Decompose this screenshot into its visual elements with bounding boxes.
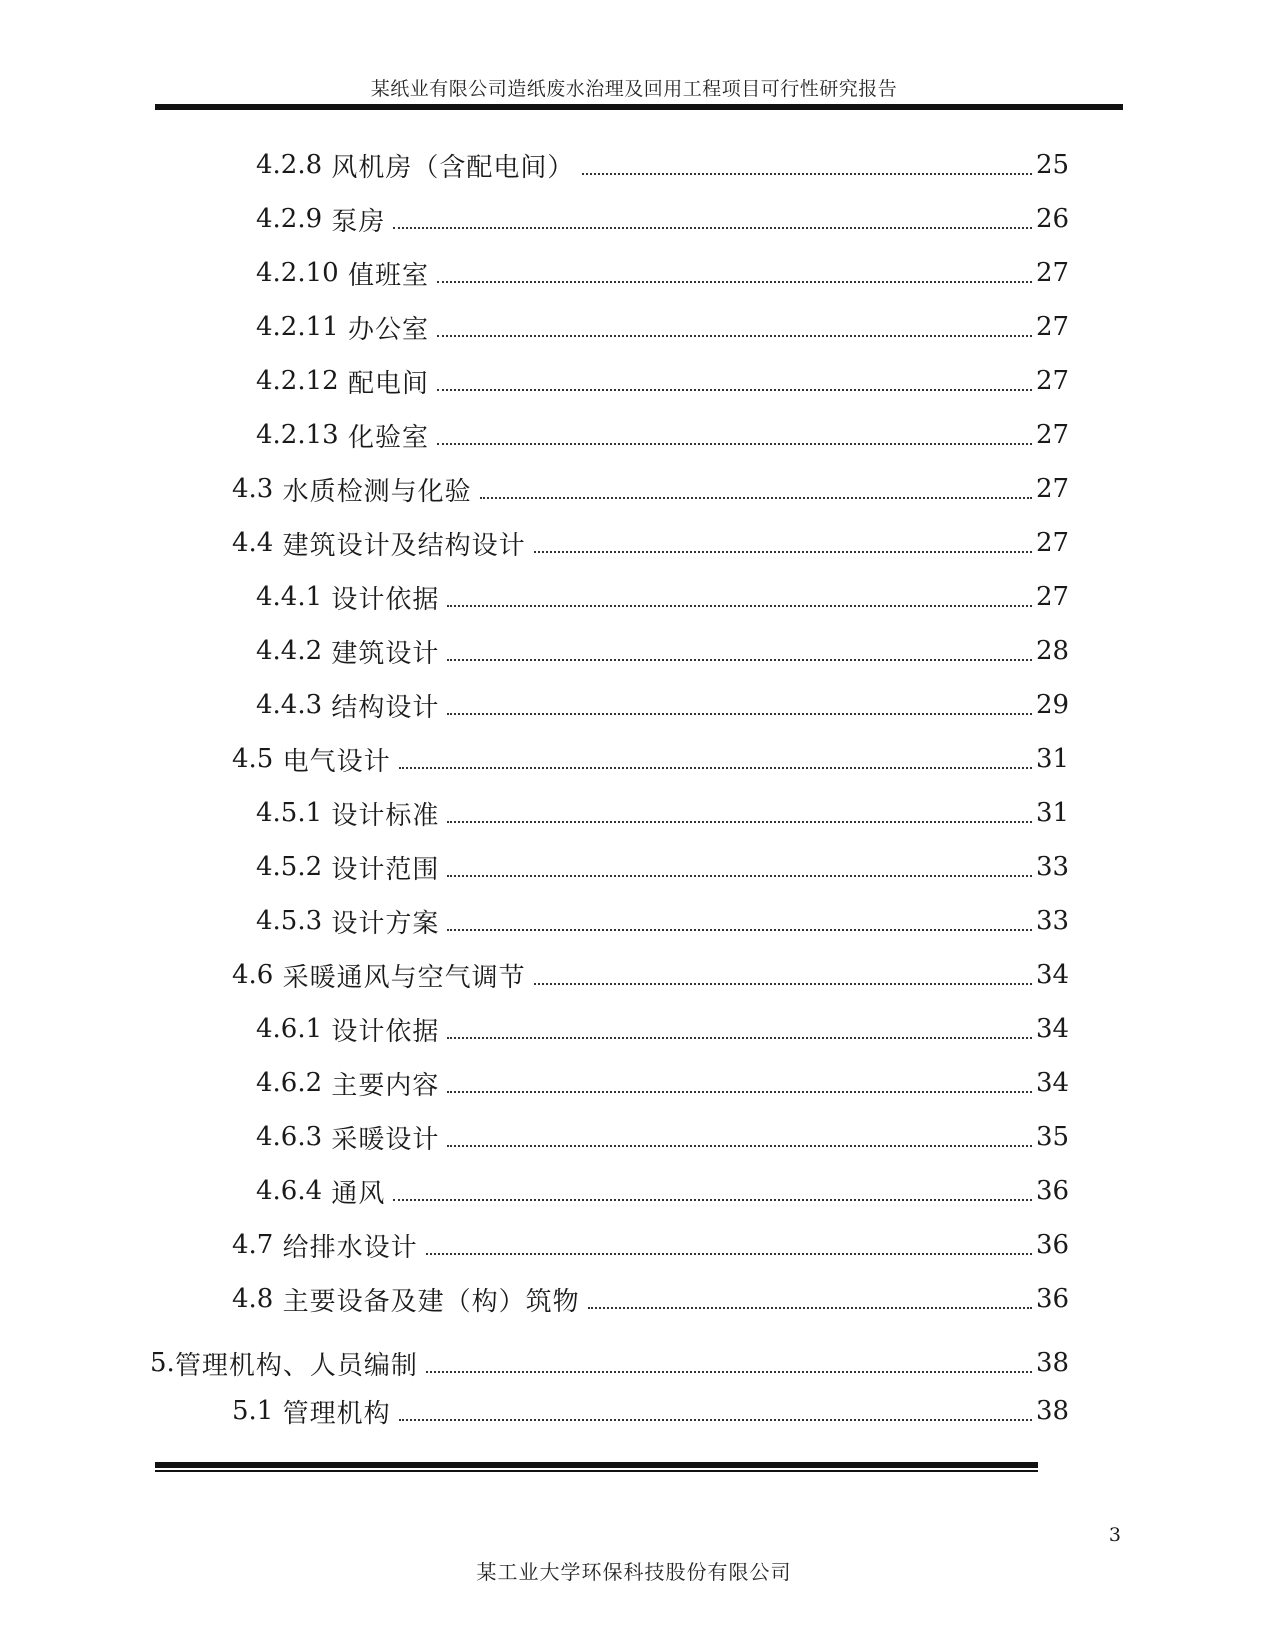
toc-entry-number: 4.5.1 bbox=[256, 798, 323, 828]
toc-entry-title: 设计依据 bbox=[322, 1016, 440, 1047]
toc-entry-page: 27 bbox=[1036, 366, 1070, 396]
toc-entry-title: 通风 bbox=[322, 1178, 386, 1209]
toc-entry-page: 27 bbox=[1036, 420, 1070, 450]
toc-entry[interactable] bbox=[256, 847, 1070, 887]
toc-leader-dots bbox=[534, 983, 1032, 985]
toc-leader-dots bbox=[447, 929, 1032, 931]
toc-entry[interactable] bbox=[232, 1225, 1070, 1265]
toc-entry-page: 36 bbox=[1036, 1230, 1070, 1260]
toc-entry-number: 4.7 bbox=[232, 1230, 274, 1260]
toc-leader-dots bbox=[447, 713, 1032, 715]
toc-leader-dots bbox=[437, 281, 1032, 283]
toc-entry-page: 38 bbox=[1036, 1396, 1070, 1426]
toc-entry[interactable] bbox=[256, 253, 1070, 293]
toc-entry-title: 设计范围 bbox=[322, 854, 440, 885]
toc-entry[interactable] bbox=[150, 1343, 1070, 1383]
toc-entry-number: 4.2.10 bbox=[256, 258, 339, 288]
toc-entry-page: 33 bbox=[1036, 906, 1070, 936]
toc-leader-dots bbox=[447, 1037, 1032, 1039]
toc-entry-page: 28 bbox=[1036, 636, 1070, 666]
toc-entry-title: 设计方案 bbox=[322, 908, 440, 939]
toc-leader-dots bbox=[437, 335, 1032, 337]
toc-leader-dots bbox=[447, 875, 1032, 877]
toc-entry-page: 27 bbox=[1036, 474, 1070, 504]
toc-leader-dots bbox=[426, 1253, 1032, 1255]
toc-entry-title: 泵房 bbox=[322, 206, 386, 237]
toc-entry[interactable] bbox=[256, 631, 1070, 671]
toc-entry-number: 4.2.13 bbox=[256, 420, 339, 450]
toc-entry-title: 建筑设计 bbox=[322, 638, 440, 669]
toc-entry-title: 设计标准 bbox=[322, 800, 440, 831]
toc-entry[interactable] bbox=[256, 1171, 1070, 1211]
toc-entry-number: 4.2.9 bbox=[256, 204, 323, 234]
toc-entry-page: 31 bbox=[1036, 798, 1070, 828]
toc-entry-page: 38 bbox=[1036, 1348, 1070, 1378]
toc-entry-page: 26 bbox=[1036, 204, 1070, 234]
toc-entry[interactable] bbox=[256, 415, 1070, 455]
toc-entry-number: 4.4.2 bbox=[256, 636, 323, 666]
toc-entry-title: 给排水设计 bbox=[273, 1232, 418, 1263]
toc-leader-dots bbox=[447, 659, 1032, 661]
toc-entry[interactable] bbox=[232, 1391, 1070, 1431]
toc-entry-page: 34 bbox=[1036, 1014, 1070, 1044]
toc-entry-page: 27 bbox=[1036, 312, 1070, 342]
toc-entry[interactable] bbox=[232, 739, 1070, 779]
toc-entry[interactable] bbox=[256, 361, 1070, 401]
footer-organization: 某工业大学环保科技股份有限公司 bbox=[476, 1560, 792, 1584]
toc-entry-number: 5. bbox=[150, 1348, 175, 1378]
toc-leader-dots bbox=[399, 767, 1032, 769]
toc-leader-dots bbox=[447, 1145, 1032, 1147]
toc-entry-title: 配电间 bbox=[338, 368, 429, 399]
toc-entry-title: 采暖设计 bbox=[322, 1124, 440, 1155]
toc-entry[interactable] bbox=[232, 523, 1070, 563]
toc-entry[interactable] bbox=[256, 793, 1070, 833]
toc-entry-title: 水质检测与化验 bbox=[273, 476, 472, 507]
toc-leader-dots bbox=[534, 551, 1032, 553]
toc-entry-number: 4.5 bbox=[232, 744, 274, 774]
toc-leader-dots bbox=[447, 1091, 1032, 1093]
toc-entry-title: 结构设计 bbox=[322, 692, 440, 723]
toc-entry-page: 34 bbox=[1036, 1068, 1070, 1098]
toc-leader-dots bbox=[393, 227, 1032, 229]
toc-entry-number: 4.6.1 bbox=[256, 1014, 323, 1044]
toc-entry-number: 4.6.4 bbox=[256, 1176, 323, 1206]
toc-entry[interactable] bbox=[256, 1063, 1070, 1103]
toc-entry[interactable] bbox=[256, 307, 1070, 347]
toc-leader-dots bbox=[437, 389, 1032, 391]
toc-entry-number: 5.1 bbox=[232, 1396, 274, 1426]
toc-leader-dots bbox=[447, 821, 1032, 823]
toc-entry-number: 4.2.8 bbox=[256, 150, 323, 180]
footer-rule-thin bbox=[155, 1470, 1038, 1472]
toc-entry-number: 4.3 bbox=[232, 474, 274, 504]
toc-entry[interactable] bbox=[256, 685, 1070, 725]
toc-entry-title: 主要设备及建（构）筑物 bbox=[273, 1286, 580, 1317]
toc-entry-number: 4.6 bbox=[232, 960, 274, 990]
toc-entry-number: 4.4.3 bbox=[256, 690, 323, 720]
toc-entry-page: 25 bbox=[1036, 150, 1070, 180]
toc-entry-title: 管理机构 bbox=[273, 1398, 391, 1429]
toc-entry-title: 化验室 bbox=[338, 422, 429, 453]
toc-entry-number: 4.4 bbox=[232, 528, 274, 558]
toc-entry-title: 采暖通风与空气调节 bbox=[273, 962, 526, 993]
toc-entry[interactable] bbox=[232, 469, 1070, 509]
toc-leader-dots bbox=[437, 443, 1032, 445]
toc-entry[interactable] bbox=[232, 1279, 1070, 1319]
toc-entry[interactable] bbox=[256, 145, 1070, 185]
toc-entry-title: 管理机构、人员编制 bbox=[174, 1350, 418, 1381]
toc-entry-number: 4.6.2 bbox=[256, 1068, 323, 1098]
toc-leader-dots bbox=[426, 1371, 1032, 1373]
toc-leader-dots bbox=[447, 605, 1032, 607]
toc-entry-number: 4.2.12 bbox=[256, 366, 339, 396]
toc-leader-dots bbox=[588, 1307, 1032, 1309]
toc-entry-page: 35 bbox=[1036, 1122, 1070, 1152]
page-number: 3 bbox=[1108, 1524, 1121, 1546]
toc-entry[interactable] bbox=[256, 199, 1070, 239]
toc-entry-number: 4.2.11 bbox=[256, 312, 339, 342]
toc-entry-page: 31 bbox=[1036, 744, 1070, 774]
toc-entry-title: 值班室 bbox=[338, 260, 429, 291]
toc-entry-page: 29 bbox=[1036, 690, 1070, 720]
toc-entry[interactable] bbox=[256, 577, 1070, 617]
footer-rule-thick bbox=[155, 1462, 1038, 1468]
toc-leader-dots bbox=[480, 497, 1032, 499]
toc-entry[interactable] bbox=[256, 1117, 1070, 1157]
toc-entry-page: 27 bbox=[1036, 582, 1070, 612]
page-header-title: 某纸业有限公司造纸废水治理及回用工程项目可行性研究报告 bbox=[370, 78, 898, 100]
toc-entry-title: 设计依据 bbox=[322, 584, 440, 615]
toc-entry-number: 4.5.2 bbox=[256, 852, 323, 882]
toc-entry-title: 建筑设计及结构设计 bbox=[273, 530, 526, 561]
toc-leader-dots bbox=[393, 1199, 1032, 1201]
toc-entry-page: 36 bbox=[1036, 1176, 1070, 1206]
toc-entry[interactable] bbox=[232, 955, 1070, 995]
toc-entry-page: 33 bbox=[1036, 852, 1070, 882]
toc-entry-page: 27 bbox=[1036, 258, 1070, 288]
toc-entry[interactable] bbox=[256, 901, 1070, 941]
toc-entry[interactable] bbox=[256, 1009, 1070, 1049]
toc-entry-page: 27 bbox=[1036, 528, 1070, 558]
toc-entry-page: 34 bbox=[1036, 960, 1070, 990]
toc-entry-page: 36 bbox=[1036, 1284, 1070, 1314]
toc-entry-number: 4.5.3 bbox=[256, 906, 323, 936]
toc-entry-title: 办公室 bbox=[338, 314, 429, 345]
toc-entry-title: 主要内容 bbox=[322, 1070, 440, 1101]
toc-leader-dots bbox=[399, 1419, 1032, 1421]
toc-entry-title: 风机房（含配电间） bbox=[322, 152, 575, 183]
toc-entry-number: 4.8 bbox=[232, 1284, 274, 1314]
toc-entry-title: 电气设计 bbox=[273, 746, 391, 777]
toc-entry-number: 4.4.1 bbox=[256, 582, 323, 612]
toc-leader-dots bbox=[582, 173, 1032, 175]
toc-entry-number: 4.6.3 bbox=[256, 1122, 323, 1152]
